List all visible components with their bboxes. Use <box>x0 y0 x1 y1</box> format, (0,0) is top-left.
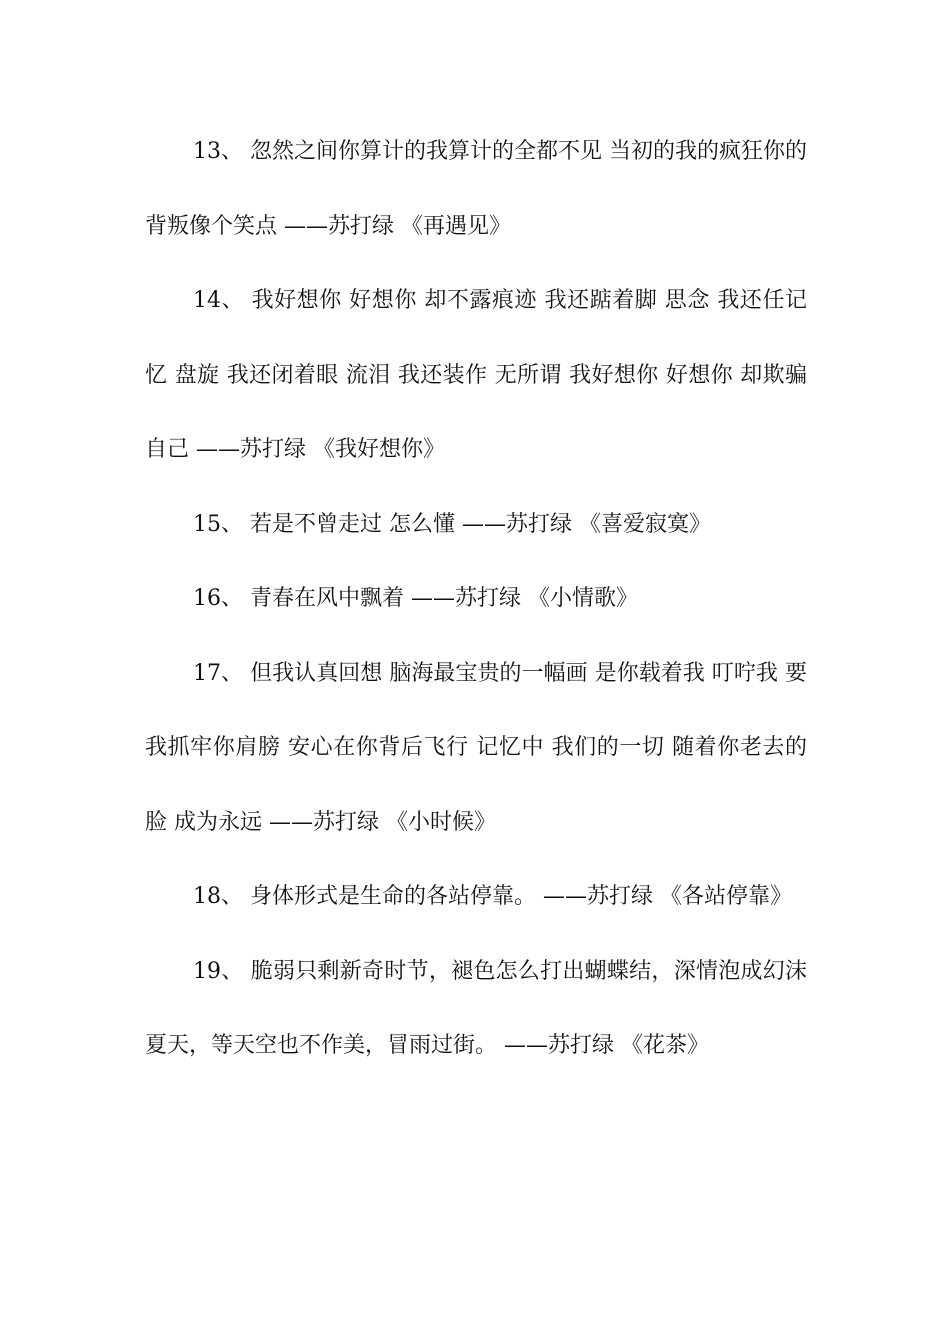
quote-paragraph-13: 13、 忽然之间你算计的我算计的全都不见 当初的我的疯狂你的背叛像个笑点 ——苏打绿 《再遇见》 <box>145 139 807 239</box>
quote-paragraph-18: 18、 身体形式是生命的各站停靠。 ——苏打绿 《各站停靠》 <box>193 884 792 909</box>
quote-paragraph-15: 15、 若是不曾走过 怎么懂 ——苏打绿 《喜爱寂寞》 <box>193 511 711 537</box>
quote-paragraph-19: 19、 脆弱只剩新奇时节，褪色怎么打出蝴蝶结，深情泡成幻沫夏天，等天空也不作美，冒雨过街。 ——苏打绿 《花茶》 <box>145 958 807 1058</box>
quote-paragraph-16: 16、 青春在风中飘着 ——苏打绿 《小情歌》 <box>193 586 638 611</box>
quote-paragraph-17: 17、 但我认真回想 脑海最宝贵的一幅画 是你载着我 叮咛我 要我抓牢你肩膀 安心在你背后飞行 记忆中 我们的一切 随着你老去的脸 成为永远 ——苏打绿 《小时候》 <box>145 660 807 835</box>
document-body <box>145 115 807 1084</box>
quote-paragraph-14: 14、 我好想你 好想你 却不露痕迹 我还踮着脚 思念 我还任记忆 盘旋 我还闭着眼 流泪 我还装作 无所谓 我好想你 好想你 却欺骗自己 ——苏打绿 《我好想你》 <box>145 288 807 462</box>
